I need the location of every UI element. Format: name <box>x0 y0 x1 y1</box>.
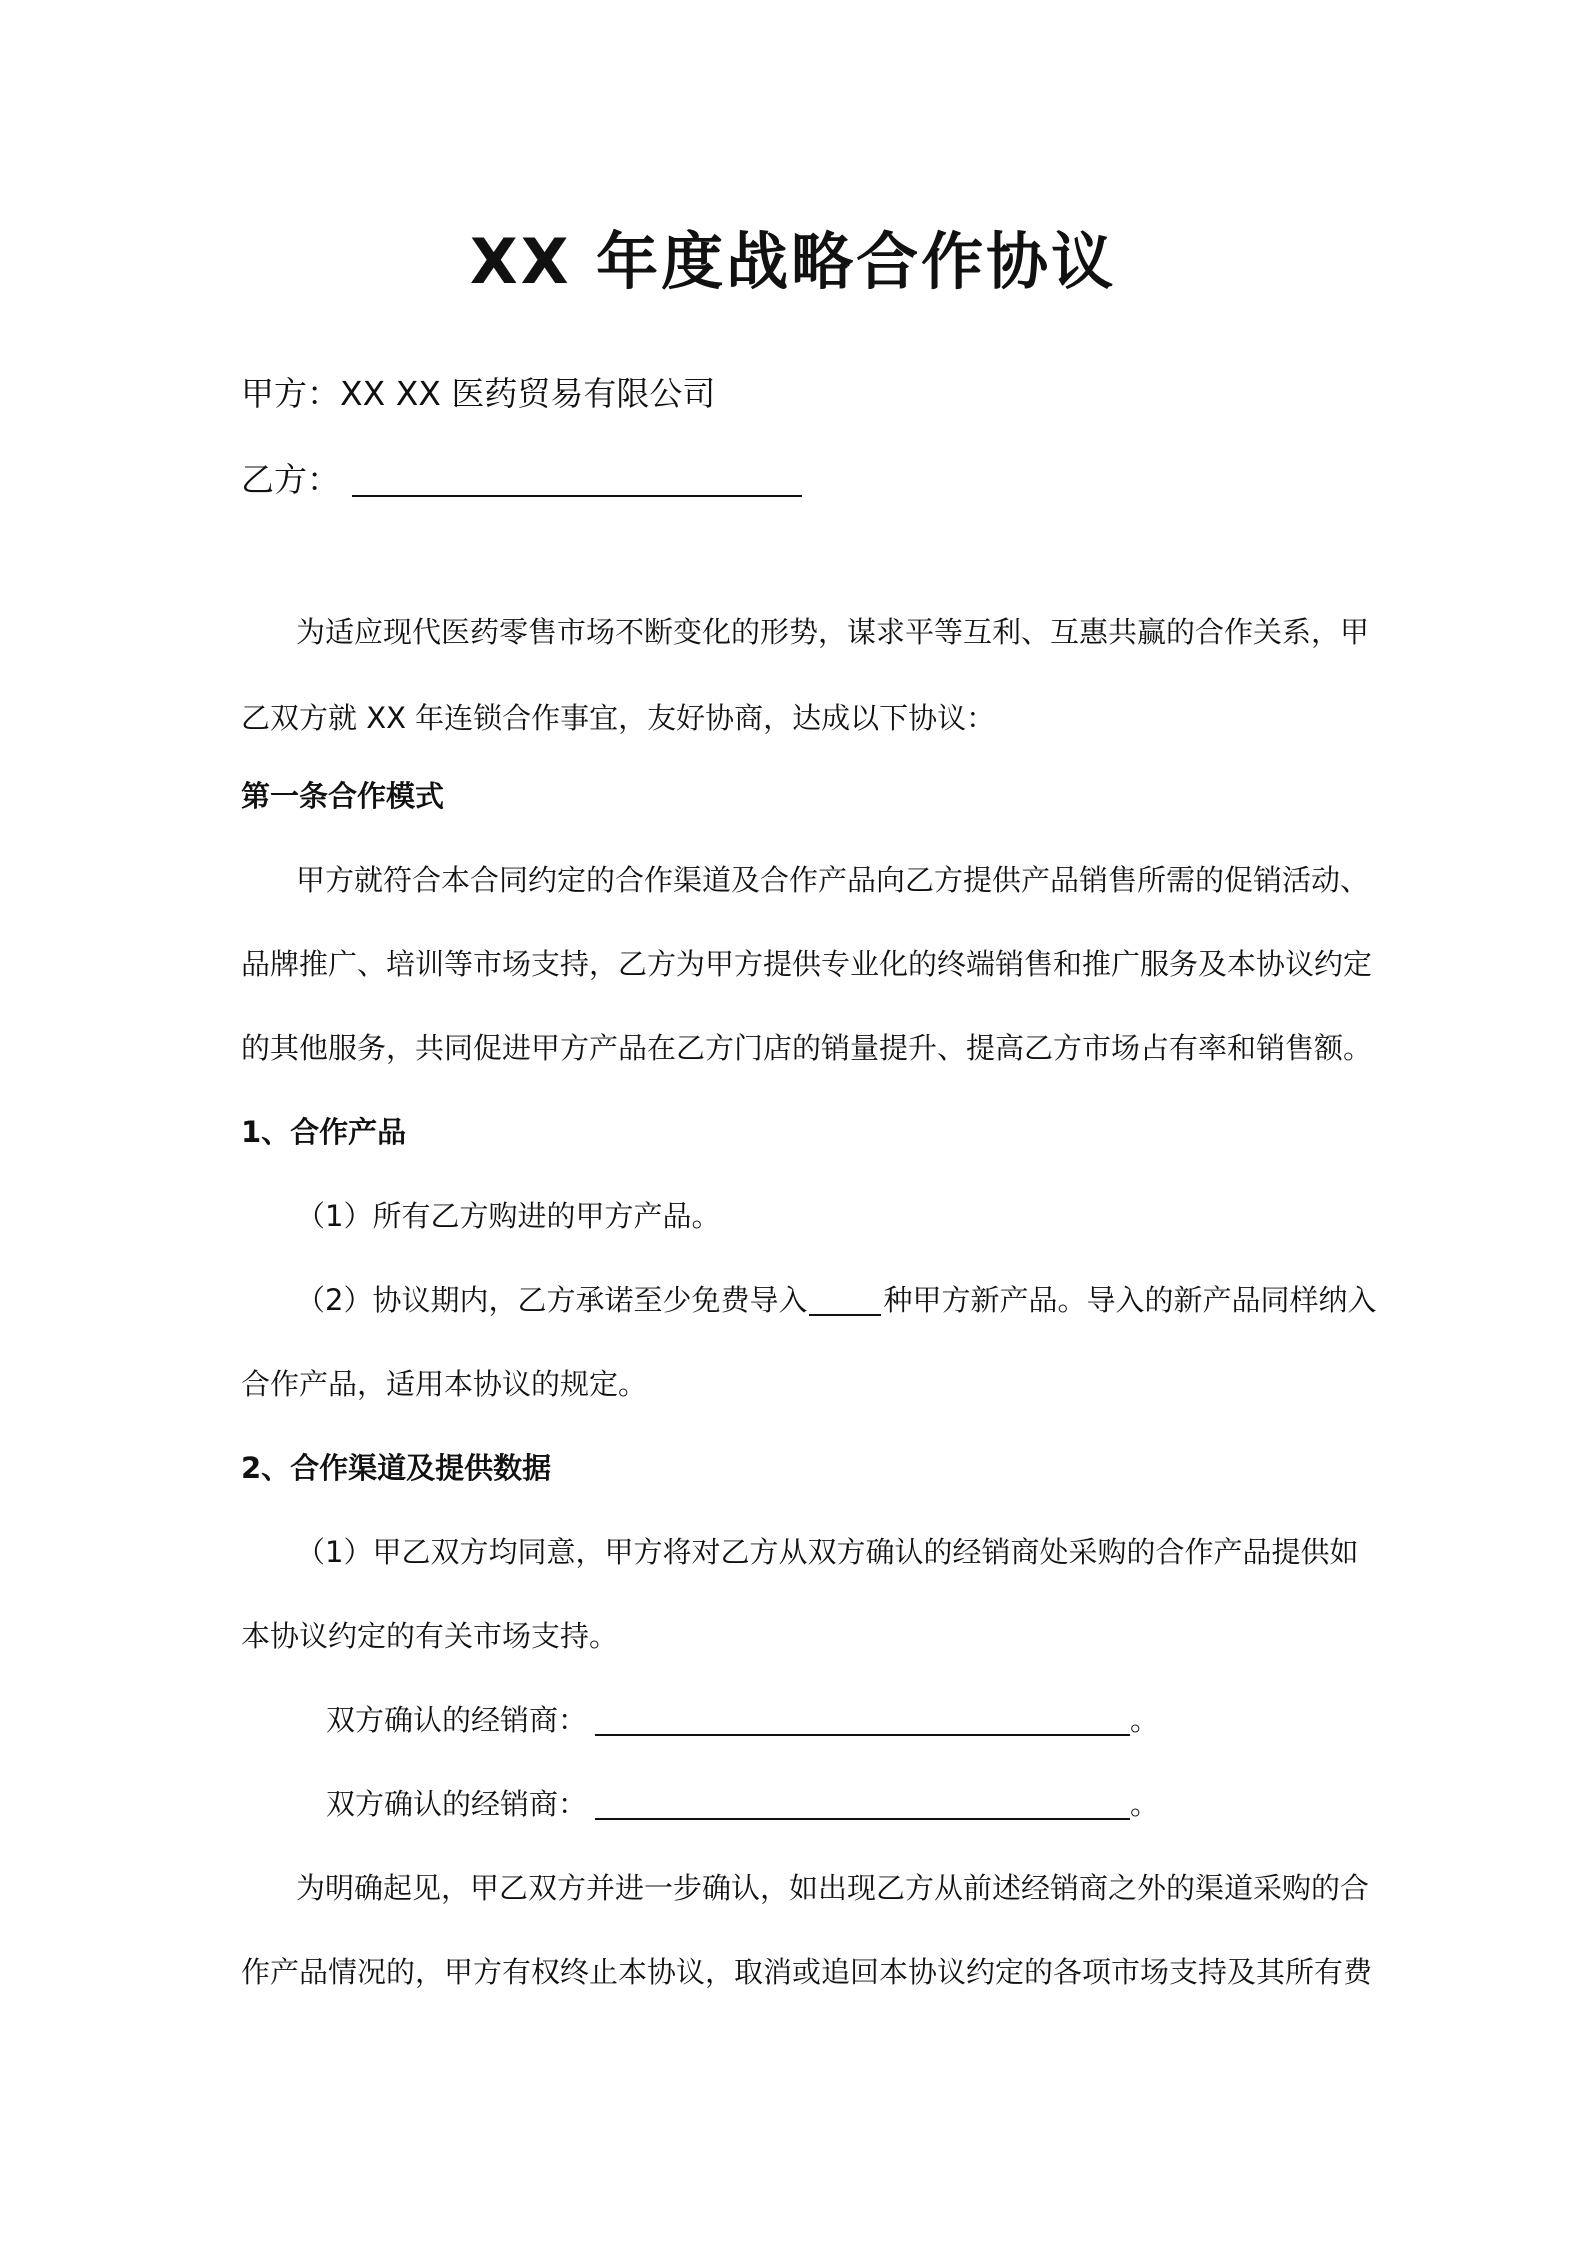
new-product-count-blank[interactable] <box>809 1313 881 1316</box>
article1-line-2: 品牌推广、培训等市场支持，乙方为甲方提供专业化的终端销售和推广服务及本协议约定 <box>241 947 1373 981</box>
distributor-end-2: 。 <box>1130 1787 1160 1821</box>
section1-item-2-part-a: （2）协议期内，乙方承诺至少免费导入 <box>296 1283 808 1317</box>
section1-item-2-part-b: 种甲方新产品。导入的新产品同样纳入 <box>883 1283 1377 1317</box>
document-title: XX 年度战略合作协议 <box>469 225 1117 298</box>
party-b-line <box>241 458 1346 502</box>
clarify-line-1: 为明确起见，甲乙双方并进一步确认，如出现乙方从前述经销商之外的渠道采购的合 <box>296 1871 1370 1905</box>
party-a-label: 甲方： <box>241 374 340 413</box>
distributor-blank-1[interactable] <box>595 1733 1130 1736</box>
party-a-value: XX XX 医药贸易有限公司 <box>340 374 716 413</box>
intro-line-1: 为适应现代医药零售市场不断变化的形势，谋求平等互利、互惠共赢的合作关系，甲 <box>296 615 1370 649</box>
article1-heading: 第一条合作模式 <box>241 779 445 813</box>
clarify-line-2: 作产品情况的，甲方有权终止本协议，取消或追回本协议约定的各项市场支持及其所有费 <box>241 1955 1373 1989</box>
section2-item-1-cont: 本协议约定的有关市场支持。 <box>241 1619 619 1653</box>
party-b-blank[interactable] <box>352 494 802 497</box>
article1-line-3: 的其他服务，共同促进甲方产品在乙方门店的销量提升、提高乙方市场占有率和销售额。 <box>241 1031 1373 1065</box>
article1-line-1: 甲方就符合本合同约定的合作渠道及合作产品向乙方提供产品销售所需的促销活动、 <box>296 863 1370 897</box>
section2-heading: 2、合作渠道及提供数据 <box>241 1451 552 1485</box>
distributor-line-1 <box>326 1700 1346 1740</box>
party-b-label: 乙方： <box>241 460 340 499</box>
distributor-end-1: 。 <box>1130 1703 1160 1737</box>
distributor-label-2: 双方确认的经销商： <box>326 1787 588 1821</box>
section1-item-1: （1）所有乙方购进的甲方产品。 <box>296 1199 721 1233</box>
section1-item-2 <box>296 1280 1377 1320</box>
distributor-line-2 <box>326 1784 1346 1824</box>
section1-heading: 1、合作产品 <box>241 1115 407 1149</box>
distributor-blank-2[interactable] <box>595 1817 1130 1820</box>
distributor-label-1: 双方确认的经销商： <box>326 1703 588 1737</box>
section2-item-1: （1）甲乙双方均同意，甲方将对乙方从双方确认的经销商处采购的合作产品提供如 <box>296 1535 1359 1569</box>
section1-item-2-cont: 合作产品，适用本协议的规定。 <box>241 1367 648 1401</box>
intro-line-2: 乙双方就 XX 年连锁合作事宜，友好协商，达成以下协议： <box>241 701 996 735</box>
party-a-line <box>241 372 1346 416</box>
